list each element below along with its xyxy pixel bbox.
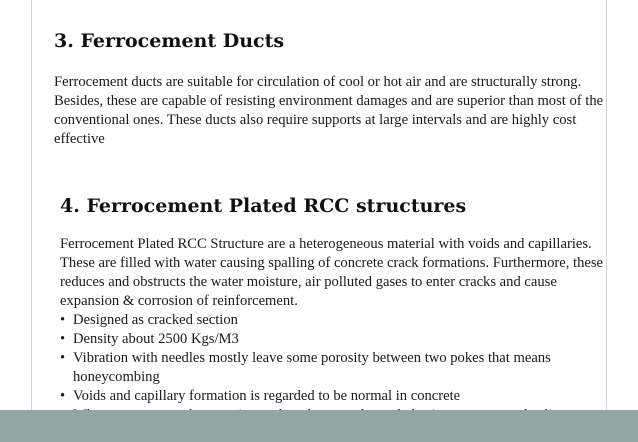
footer-band [0,410,638,442]
list-item-text: Designed as cracked section [73,312,238,328]
section-title-ferrocement-ducts: 3. Ferrocement Ducts [54,30,285,52]
list-item [60,311,615,330]
section-title-ferrocement-plated-rcc: 4. Ferrocement Plated RCC structures [60,195,467,217]
bullet-icon: • [60,331,66,347]
list-item [60,330,615,349]
bullet-icon: • [60,312,66,328]
list-item [60,387,615,406]
list-item-text: Vibration with needles mostly leave some porosity between two pokes that means honeycombing [73,350,551,385]
bullet-icon: • [60,350,66,366]
rcc-properties-list [60,311,615,425]
list-item-text: Density about 2500 Kgs/M3 [73,331,239,347]
bullet-icon: • [60,388,66,404]
ferrocement-plated-rcc-paragraph: Ferrocement Plated RCC Structure are a heterogeneous material with voids and capillaries. These are filled with water causing spalling of concrete crack formations. Furthermore, these reduces and obstructs the water moisture, air polluted gases to enter cracks and cause expansion & corrosion of reinforcement. [60,236,604,309]
list-item-text: Voids and capillary formation is regarded to be normal in concrete [73,388,461,404]
list-item [60,349,615,387]
ferrocement-ducts-paragraph: Ferrocement ducts are suitable for circulation of cool or hot air and are structurally strong. Besides, these are capable of resisting environment damages and are superior than most of the conventional ones. These ducts also require supports at large intervals and are highly cost effective [54,74,604,147]
